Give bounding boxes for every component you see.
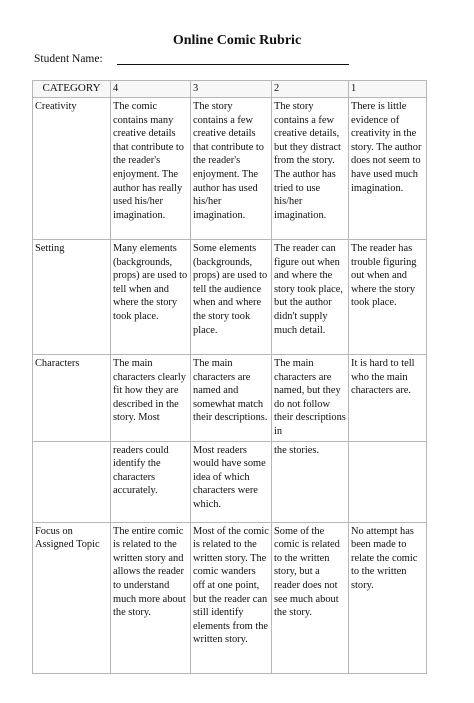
criteria-cell: Many elements (backgrounds, props) are used to tell when and where the story took place. (111, 240, 191, 355)
student-name-label: Student Name: (34, 53, 103, 65)
header-score-4: 4 (111, 81, 191, 98)
criteria-cell: There is little evidence of creativity in the story. The author does not seem to have used much imagination. (349, 98, 427, 240)
category-cell: Characters (33, 355, 111, 442)
header-row (33, 81, 427, 98)
category-cell (33, 441, 111, 522)
criteria-cell: It is hard to tell who the main characters are. (349, 355, 427, 442)
criteria-cell: The entire comic is related to the written story and allows the reader to understand much more about the story. (111, 522, 191, 673)
header-category: CATEGORY (33, 81, 111, 98)
criteria-cell: The main characters are named and somewhat match their descriptions. (191, 355, 272, 442)
criteria-cell: No attempt has been made to relate the comic to the written story. (349, 522, 427, 673)
criteria-cell: Some of the comic is related to the written story, but a reader does not see much about the story. (272, 522, 349, 673)
header-score-3: 3 (191, 81, 272, 98)
criteria-cell: Most readers would have some idea of which characters were which. (191, 441, 272, 522)
criteria-cell: Some elements (backgrounds, props) are used to tell the audience when and where the story took place. (191, 240, 272, 355)
header-score-2: 2 (272, 81, 349, 98)
criteria-cell: The story contains a few creative details that contribute to the reader's enjoyment. The author has used his/her imagination. (191, 98, 272, 240)
table-row (33, 522, 427, 673)
table-row (33, 355, 427, 442)
criteria-cell: The reader can figure out when and where the story took place, but the author didn't supply much detail. (272, 240, 349, 355)
criteria-cell: the stories. (272, 441, 349, 522)
criteria-cell: Most of the comic is related to the written story. The comic wanders off at one point, but the reader can still identify elements from the written story. (191, 522, 272, 673)
criteria-cell: The story contains a few creative details, but they distract from the story. The author has tried to use his/her imagination. (272, 98, 349, 240)
student-name-line (117, 64, 349, 65)
category-cell: Creativity (33, 98, 111, 240)
student-name-row (34, 52, 354, 68)
category-cell: Focus on Assigned Topic (33, 522, 111, 673)
criteria-cell (349, 441, 427, 522)
criteria-cell: The main characters clearly fit how they are described in the story. Most (111, 355, 191, 442)
header-score-1: 1 (349, 81, 427, 98)
criteria-cell: readers could identify the characters accurately. (111, 441, 191, 522)
table-row (33, 98, 427, 240)
table-row (33, 441, 427, 522)
rubric-table (32, 80, 427, 674)
page-title: Online Comic Rubric (172, 33, 302, 48)
category-cell: Setting (33, 240, 111, 355)
criteria-cell: The reader has trouble figuring out when and where the story took place. (349, 240, 427, 355)
table-row (33, 240, 427, 355)
criteria-cell: The comic contains many creative details that contribute to the reader's enjoyment. The author has really used his/her imagination. (111, 98, 191, 240)
criteria-cell: The main characters are named, but they do not follow their descriptions in (272, 355, 349, 442)
